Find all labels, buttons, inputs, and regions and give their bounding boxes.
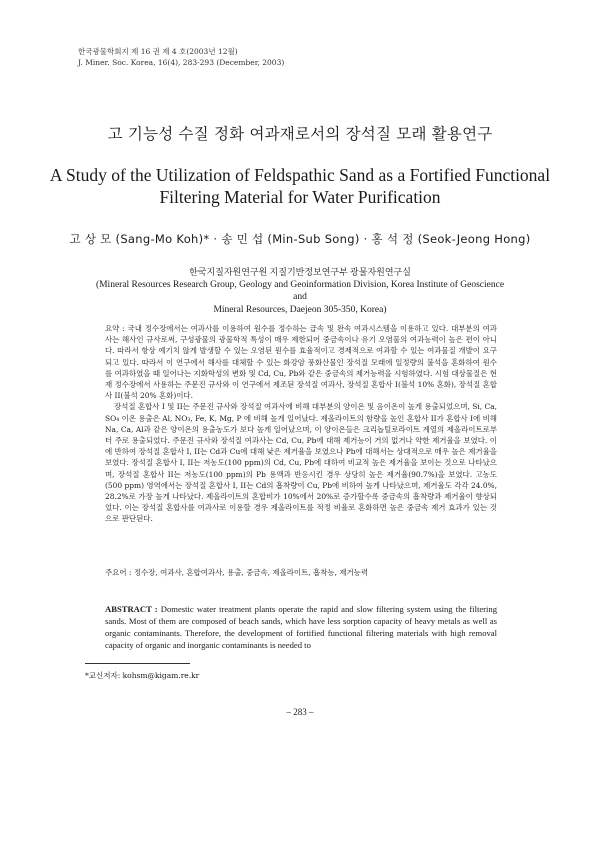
abstract-korean-paragraph-2: 장석질 혼합사 I 및 II는 주문진 규사와 장석질 여과사에 비해 대부분의 양이온 및 음이온이 높게 용출되었으며, Si, Ca, SO₄ 이온 용출은 Al, NO₃, Fe, K, Mg, P 에 비해 높게 일어났다. 제올라이트의 함량을 높인 혼합사 II가 혼합사 I에 비해 Na, Ca, Al과 같은 양이온의 용출농도가 보다 높게 일어났으며, 이 양이온들은 크리놉틸로라이트 계열의 제올라이트로부터 주로 용출되었다. 주문진 규사와 장석질 여과사는 Cd, Cu, Pb에 대해 제거능이 거의 없거나 약한 제거율을 보였다. 이에 반하여 장석질 혼합사 I, II는 Cd과 Cu에 대해 낮은 제거율을 보였으나 Pb에 대해서는 상대적으로 매우 높은 제거율을 보였다. 장석질 혼합사 I, II는 저농도(100 ppm)의 Cd, Cu, Pb에 대하여 비교적 높은 제거율을 보이는 것으로 나타났으며, 장석질 혼합사 II는 저농도(100 ppm)의 Pb 용액과 반응시킨 경우 상당히 높은 제거율(90.7%)을 보였다. 고농도(500 ppm) 영역에서는 장석질 혼합사 I, II는 Cd의 흡착량이 Cu, Pb에 비하여 높게 나타났으며, 제거율도 각각 24.0%, 28.2%로 가장 높게 나타났다. 제올라이트의 혼합비가 10%에서 20%로 증가할수록 중금속의 흡착량과 제거율이 향상되었다. 이는 장석질 혼합사를 여과사로 이용할 경우 제올라이트를 적정 비율로 혼화하면 높은 중금속 제거 효과가 있는 것으로 판단된다. xyxy=(105,402,497,524)
affiliation-english-line1: (Mineral Resources Research Group, Geology and Geoinformation Division, Korea Institute of Geoscience and xyxy=(95,279,505,302)
affiliation-korean: 한국지질자원연구원 지질기반정보연구부 광물자원연구실 xyxy=(189,267,411,277)
authors: 고 상 모 (Sang-Mo Koh)* · 송 민 섭 (Min-Sub Song) · 홍 석 정 (Seok-Jeong Hong) xyxy=(69,232,531,246)
affiliation xyxy=(90,266,510,316)
journal-citation-ko: 한국광물학회지 제 16 권 제 4 호(2003년 12월) xyxy=(78,47,238,56)
journal-header xyxy=(78,46,284,68)
corresponding-author-footnote: *교신저자: kohsm@kigam.re.kr xyxy=(85,671,200,680)
journal-citation-en: J. Miner. Soc. Korea, 16(4), 283-293 (December, 2003) xyxy=(78,58,285,67)
abstract-korean-paragraph-1: 요약 : 국내 정수장에서는 여과사를 이용하여 원수를 정수하는 급속 및 완속 여과시스템을 이용하고 있다. 대부분의 여과사는 해사인 규사로써, 구성광물의 광물학적 특성이 매우 제한되어 중금속이나 유기 오염물의 여과능력이 높은 편이 아니다. 따라서 항상 예기치 않게 발생할 수 있는 오염된 원수를 효율적이고 경제적으로 여과할 수 있는 여과물질 개발이 요구되고 있다. 따라서 이 연구에서 해사를 대체할 수 있는 화강암 풍화산물인 장석질 모래에 일정량의 불석을 혼화하여 원수를 여과하였을 때 일어나는 지화학성의 변화 및 Cd, Cu, Pb와 같은 중금속의 제거능력을 시험하였다. 시험 대상물질은 현재 정수장에서 사용하는 주문진 규사와 이 연구에서 제조된 장석질 여과사, 장석질 혼합사 I(불석 10% 혼화), 장석질 혼합사 II(불석 20% 혼화)이다. xyxy=(105,324,497,401)
footnote-rule xyxy=(85,663,190,664)
abstract-english xyxy=(105,603,497,651)
abstract-korean xyxy=(105,323,497,525)
title-english xyxy=(40,164,560,208)
abstract-english-label: ABSTRACT : xyxy=(105,604,158,614)
affiliation-english-line2: Mineral Resources, Daejeon 305-350, Korea) xyxy=(213,304,387,315)
title-english-line1: A Study of the Utilization of Feldspathic Sand as a Fortified Functional xyxy=(49,165,551,185)
keywords: 주요어 : 정수장, 여과사, 혼합여과사, 용출, 중금속, 제올라이트, 흡착능, 제거능력 xyxy=(105,568,369,577)
title-english-line2: Filtering Material for Water Purification xyxy=(159,187,441,207)
abstract-english-text: Domestic water treatment plants operate the rapid and slow filtering system using the filtering sands. Most of them are composed of beach sands, which have less sorption capacity of heavy metals as well as organic contaminants. Therefore, the development of fortified functional filtering materials with high removal capacity of organic and inorganic contaminants is needed to xyxy=(105,604,497,650)
title-korean: 고 기능성 수질 정화 여과재로서의 장석질 모래 활용연구 xyxy=(107,125,493,143)
page-number: – 283 – xyxy=(286,707,314,717)
